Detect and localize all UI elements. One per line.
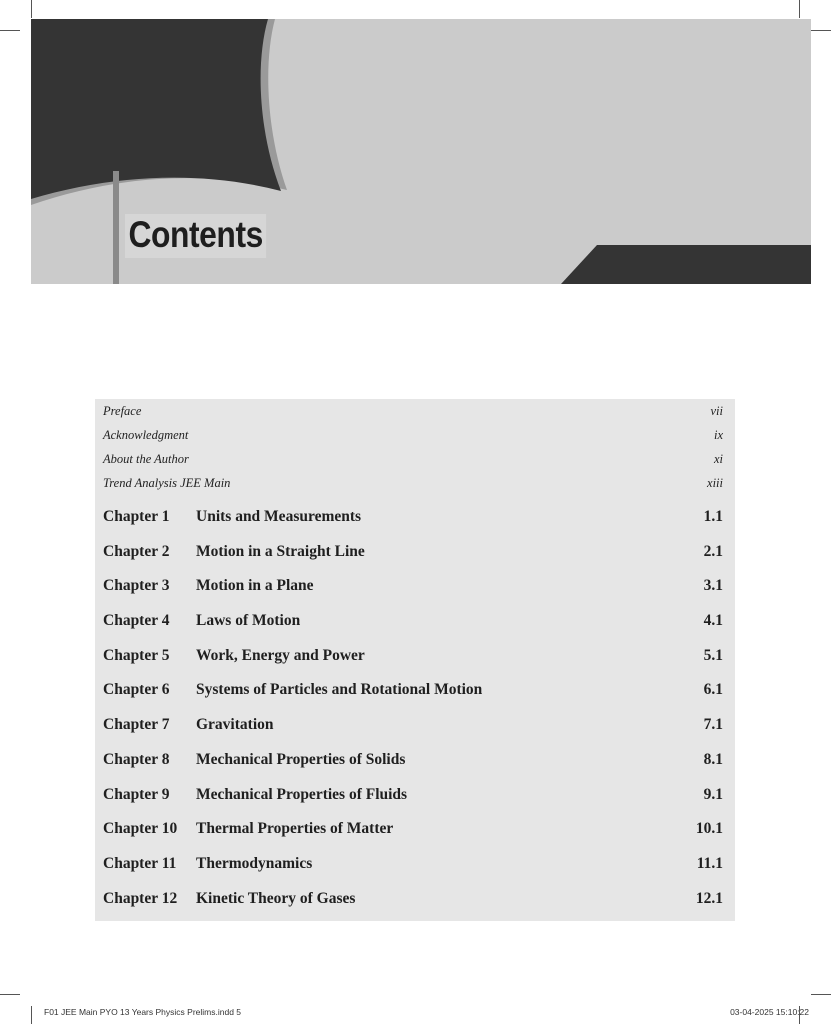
toc-chapter-page: 7.1 [703, 716, 723, 733]
toc-chapter-page: 6.1 [703, 681, 723, 698]
toc-chapter-title: Mechanical Properties of Fluids [196, 786, 408, 803]
toc-chapter-page: 8.1 [703, 751, 723, 768]
toc-chapter-number: Chapter 6 [103, 681, 170, 698]
toc-chapter-title: Motion in a Plane [196, 577, 314, 594]
toc-chapter-page: 12.1 [695, 890, 723, 907]
toc-front-label: About the Author [103, 452, 189, 466]
toc-chapter-page: 2.1 [703, 543, 723, 560]
toc-chapter-number: Chapter 12 [103, 890, 178, 907]
toc-chapter-row [103, 716, 723, 738]
toc-chapter-row [103, 508, 723, 530]
toc-chapter-row [103, 890, 723, 912]
toc-chapter-page: 9.1 [703, 786, 723, 803]
toc-chapter-title: Laws of Motion [196, 612, 301, 629]
toc-chapter-title: Kinetic Theory of Gases [196, 890, 356, 907]
toc-front-page: vii [710, 404, 723, 418]
toc-front-row [103, 404, 723, 422]
toc-front-row [103, 476, 723, 494]
toc-chapter-title: Thermodynamics [196, 855, 313, 872]
crop-mark [0, 994, 20, 995]
page-title: Contents [125, 214, 266, 258]
toc-front-page: xi [713, 452, 723, 466]
toc-chapter-number: Chapter 4 [103, 612, 170, 629]
crop-mark [31, 1006, 32, 1024]
toc-chapter-row [103, 543, 723, 565]
toc-chapter-row [103, 647, 723, 669]
toc-front-label: Preface [103, 404, 142, 418]
toc-chapter-page: 10.1 [695, 820, 723, 837]
footer-file-name: F01 JEE Main PYO 13 Years Physics Prelims.indd 5 [44, 1007, 242, 1017]
toc-chapter-title: Work, Energy and Power [196, 647, 365, 664]
toc-chapter-title: Systems of Particles and Rotational Motion [196, 681, 483, 698]
footer-timestamp: 03-04-2025 15:10:22 [730, 1007, 809, 1017]
toc-chapter-number: Chapter 1 [103, 508, 170, 525]
toc-chapter-row [103, 612, 723, 634]
toc-front-row [103, 452, 723, 470]
crop-mark [811, 994, 831, 995]
toc-front-page: ix [713, 428, 723, 442]
toc-chapter-title: Gravitation [196, 716, 274, 733]
toc-box [95, 399, 735, 921]
toc-chapter-title: Mechanical Properties of Solids [196, 751, 406, 768]
toc-chapter-number: Chapter 2 [103, 543, 170, 560]
toc-chapter-page: 5.1 [703, 647, 723, 664]
toc-chapter-number: Chapter 9 [103, 786, 170, 803]
toc-chapter-page: 1.1 [703, 508, 723, 525]
crop-mark [0, 30, 20, 31]
toc-chapter-row [103, 855, 723, 877]
toc-front-page: xiii [707, 476, 723, 490]
toc-front-row [103, 428, 723, 446]
crop-mark [31, 0, 32, 18]
toc-chapter-row [103, 751, 723, 773]
toc-chapter-row [103, 681, 723, 703]
toc-chapter-row [103, 577, 723, 599]
toc-chapter-page: 11.1 [696, 855, 723, 872]
toc-chapter-number: Chapter 3 [103, 577, 170, 594]
toc-chapter-title: Thermal Properties of Matter [196, 820, 394, 837]
crop-mark [799, 0, 800, 18]
toc-chapter-number: Chapter 11 [103, 855, 177, 872]
toc-chapter-page: 4.1 [703, 612, 723, 629]
toc-chapter-row [103, 820, 723, 842]
toc-chapter-number: Chapter 8 [103, 751, 170, 768]
toc-front-label: Acknowledgment [103, 428, 189, 442]
toc-chapter-number: Chapter 5 [103, 647, 170, 664]
crop-mark [811, 30, 831, 31]
toc-chapter-page: 3.1 [703, 577, 723, 594]
toc-chapter-number: Chapter 10 [103, 820, 178, 837]
toc-chapter-title: Units and Measurements [196, 508, 362, 525]
toc-chapter-title: Motion in a Straight Line [196, 543, 365, 560]
toc-chapter-number: Chapter 7 [103, 716, 170, 733]
toc-chapter-row [103, 786, 723, 808]
toc-front-label: Trend Analysis JEE Main [103, 476, 231, 490]
